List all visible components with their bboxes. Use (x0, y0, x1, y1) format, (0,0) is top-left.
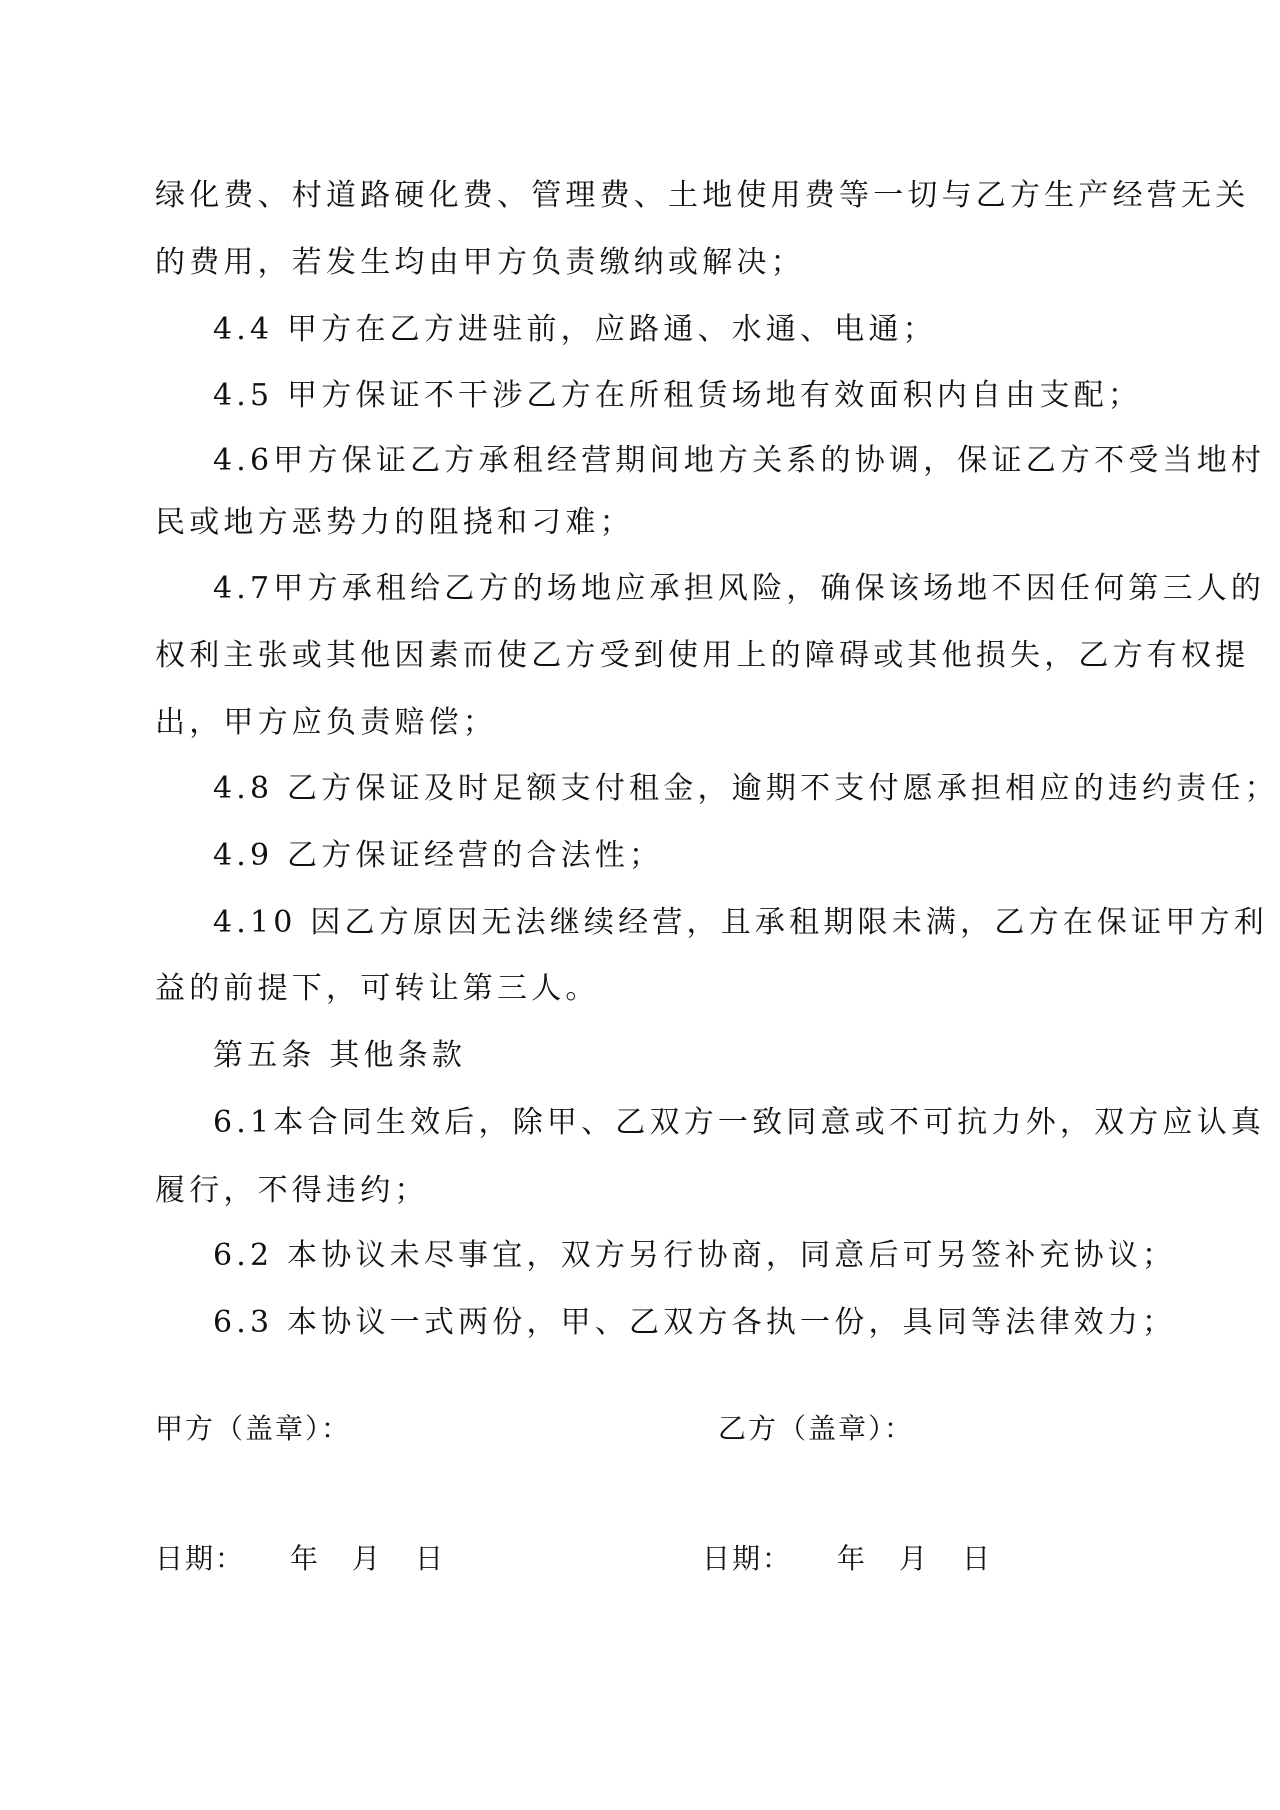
paragraph-line: 的费用，若发生均由甲方负责缴纳或解决； (155, 245, 805, 280)
party-a-month: 月 (352, 1542, 383, 1575)
party-b-seal-label: 乙方（盖章）： (718, 1412, 915, 1445)
clause-4-10-cont: 益的前提下，可转让第三人。 (155, 971, 600, 1006)
clause-6-2: 6.2 本协议未尽事宜，双方另行协商，同意后可另签补充协议； (213, 1238, 1177, 1273)
clause-4-6: 4.6甲方保证乙方承租经营期间地方关系的协调，保证乙方不受当地村 (213, 443, 1266, 478)
clause-4-9: 4.9 乙方保证经营的合法性； (213, 838, 664, 873)
clause-4-7-cont: 权利主张或其他因素而使乙方受到使用上的障碍或其他损失，乙方有权提 (155, 638, 1250, 673)
clause-4-5: 4.5 甲方保证不干涉乙方在所租赁场地有效面积内自由支配； (213, 378, 1143, 413)
party-a-date-label: 日期： (155, 1542, 246, 1575)
party-b-date-row (702, 1541, 993, 1577)
party-a-year: 年 (290, 1542, 321, 1575)
party-a-day: 日 (415, 1542, 446, 1575)
party-b-year: 年 (837, 1542, 868, 1575)
party-a-seal-label: 甲方（盖章）： (155, 1412, 352, 1445)
paragraph-line: 绿化费、村道路硬化费、管理费、土地使用费等一切与乙方生产经营无关 (155, 178, 1250, 213)
clause-4-10: 4.10 因乙方原因无法继续经营，且承租期限未满，乙方在保证甲方利 (213, 905, 1268, 940)
clause-4-4: 4.4 甲方在乙方进驻前，应路通、水通、电通； (213, 312, 937, 347)
party-b-month: 月 (899, 1542, 930, 1575)
clause-4-8: 4.8 乙方保证及时足额支付租金，逾期不支付愿承担相应的违约责任； (213, 771, 1279, 806)
clause-6-3: 6.3 本协议一式两份，甲、乙双方各执一份，具同等法律效力； (213, 1305, 1177, 1340)
clause-4-7-cont: 出，甲方应负责赔偿； (155, 705, 497, 740)
article-heading: 第五条 其他条款 (213, 1038, 467, 1073)
clause-6-1: 6.1本合同生效后，除甲、乙双方一致同意或不可抗力外，双方应认真 (213, 1105, 1266, 1140)
clause-4-6-cont: 民或地方恶势力的阻挠和刁难； (155, 505, 634, 540)
party-a-date-row (155, 1541, 446, 1577)
party-b-date-label: 日期： (702, 1542, 793, 1575)
clause-4-7: 4.7甲方承租给乙方的场地应承担风险，确保该场地不因任何第三人的 (213, 571, 1266, 606)
clause-6-1-cont: 履行，不得违约； (155, 1173, 429, 1208)
party-b-day: 日 (962, 1542, 993, 1575)
